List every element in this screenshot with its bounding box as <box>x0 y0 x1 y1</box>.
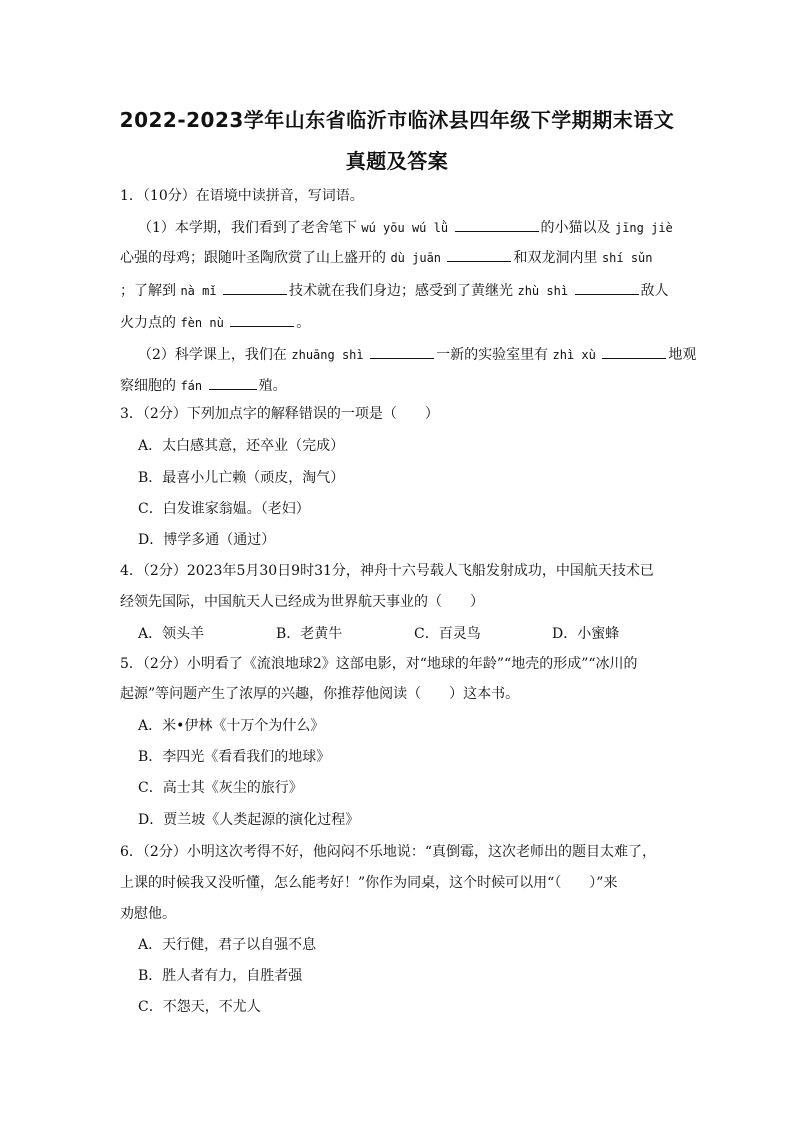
question-5-option-c[interactable]: C．高士其《灰尘的旅行》 <box>138 780 303 796</box>
question-1-part-1-line-3 <box>120 281 669 301</box>
question-6-option-b[interactable]: B．胜人者有力，自胜者强 <box>138 968 303 984</box>
question-6-heading-line-3: 劝慰他。 <box>120 906 176 922</box>
text: 殖。 <box>258 378 287 394</box>
question-4-options <box>138 624 619 644</box>
pinyin: zhì xù <box>552 348 596 362</box>
question-5-heading-line-1: 5．（2分）小明看了《流浪地球2》这部电影，对“地球的年龄”“地壳的形成”“冰川的 <box>120 656 638 672</box>
pinyin: zhuāng shì <box>291 348 364 362</box>
pinyin: fán <box>180 379 203 393</box>
question-4-heading-line-1: 4．（2分）2023年5月30日9时31分，神舟十六号载人飞船发射成功，中国航天技术已 <box>120 563 654 579</box>
question-3-option-a[interactable]: A．太白感其意，还卒业（完成） <box>138 438 345 454</box>
question-5-option-d[interactable]: D．贾兰坡《人类起源的演化过程》 <box>138 812 360 828</box>
answer-blank[interactable] <box>455 219 539 232</box>
question-1-part-1-line-4 <box>120 313 310 333</box>
text: （2）科学课上，我们在 <box>138 347 287 363</box>
pinyin: nà mǐ <box>180 284 217 298</box>
text: 技术就在我们身边；感受到了黄继光 <box>289 283 514 299</box>
text: 敌人 <box>640 283 669 299</box>
text: 。 <box>296 315 311 331</box>
question-1-part-2-line-1 <box>138 345 696 365</box>
text: 的小猫以及 <box>540 220 611 236</box>
text: 和双龙洞内里 <box>513 250 598 266</box>
question-3-heading: 3．（2分）下列加点字的解释错误的一项是（ ） <box>120 406 439 422</box>
text: ；了解到 <box>120 283 176 299</box>
question-6-heading-line-1: 6．（2分）小明这次考得不好，他闷闷不乐地说：“真倒霉，这次老师出的题目太难了， <box>120 844 656 860</box>
question-4-option-c[interactable]: C．百灵鸟 <box>414 626 481 642</box>
answer-blank[interactable] <box>575 282 639 295</box>
pinyin: zhù shì <box>517 284 569 298</box>
answer-blank[interactable] <box>223 282 287 295</box>
pinyin: shí sǔn <box>601 251 653 265</box>
question-5-option-a[interactable]: A．米•伊林《十万个为什么》 <box>138 718 325 734</box>
pinyin: wú yōu wú lǜ <box>361 221 449 235</box>
text: 察细胞的 <box>120 378 176 394</box>
question-6-heading-line-2: 上课的时候我又没听懂，怎么能考好！”你作为同桌，这个时候可以用“（ ）”来 <box>120 875 618 891</box>
question-1-part-1-line-2 <box>120 248 653 268</box>
question-5-option-b[interactable]: B．李四光《看看我们的地球》 <box>138 749 331 765</box>
answer-blank[interactable] <box>209 377 257 390</box>
text: 地观 <box>668 347 697 363</box>
page-title-line2: 真题及答案 <box>345 149 449 173</box>
question-3-option-d[interactable]: D．博学多通（通过） <box>138 532 276 548</box>
question-3-option-c[interactable]: C．白发谁家翁媪。（老妇） <box>138 501 310 517</box>
question-4-option-d[interactable]: D．小蜜蜂 <box>552 626 620 642</box>
question-1-heading: 1．（10分）在语境中读拼音，写词语。 <box>120 188 364 204</box>
answer-blank[interactable] <box>230 314 294 327</box>
question-1-part-1-line-1 <box>138 218 673 238</box>
answer-blank[interactable] <box>602 346 666 359</box>
text: 一新的实验室里有 <box>436 347 549 363</box>
question-5-heading-line-2: 起源”等问题产生了浓厚的兴趣，你推荐他阅读（ ）这本书。 <box>120 686 520 702</box>
text: （1）本学期，我们看到了老舍笔下 <box>138 220 357 236</box>
pinyin: fèn nù <box>180 316 224 330</box>
question-4-option-a[interactable]: A．领头羊 <box>138 626 205 642</box>
question-6-option-a[interactable]: A．天行健，君子以自强不息 <box>138 937 317 953</box>
text: 火力点的 <box>120 315 176 331</box>
page-title: 2022-2023学年山东省临沂市临沭县四年级下学期期末语文 <box>119 108 675 132</box>
pinyin: jīng jiè <box>614 221 673 235</box>
pinyin: dù juān <box>390 251 442 265</box>
text: 心强的母鸡；跟随叶圣陶欣赏了山上盛开的 <box>120 250 386 266</box>
question-1-part-2-line-2 <box>120 376 287 396</box>
question-4-heading-line-2: 经领先国际，中国航天人已经成为世界航天事业的（ ） <box>120 594 484 610</box>
answer-blank[interactable] <box>370 346 434 359</box>
answer-blank[interactable] <box>447 249 511 262</box>
question-3-option-b[interactable]: B．最喜小儿亡赖（顽皮，淘气） <box>138 470 345 486</box>
question-6-option-c[interactable]: C．不怨天，不尤人 <box>138 999 261 1015</box>
question-4-option-b[interactable]: B．老黄牛 <box>276 626 343 642</box>
